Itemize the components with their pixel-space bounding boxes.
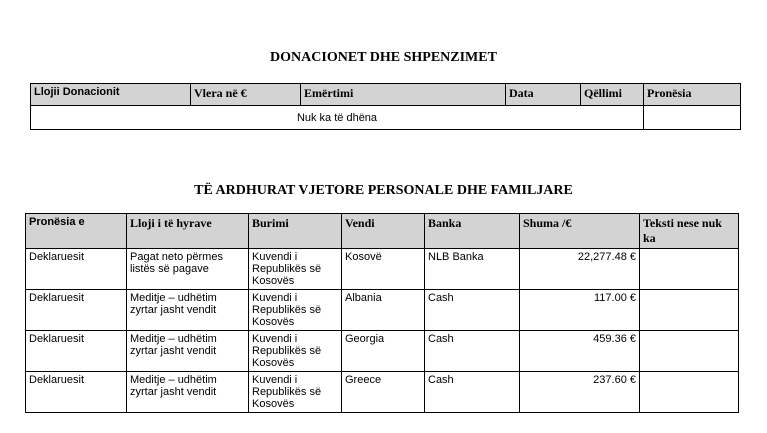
cell-note bbox=[640, 372, 739, 413]
col-header-date: Data bbox=[506, 84, 581, 106]
empty-cell bbox=[644, 106, 741, 130]
cell-source: Kuvendi i Republikës së Kosovës bbox=[249, 331, 342, 372]
cell-bank: Cash bbox=[425, 331, 520, 372]
col-header-amount: Shuma /€ bbox=[520, 214, 640, 249]
cell-source: Kuvendi i Republikës së Kosovës bbox=[249, 372, 342, 413]
donations-table bbox=[30, 83, 741, 130]
col-header-name: Emërtimi bbox=[301, 84, 506, 106]
cell-country: Greece bbox=[342, 372, 425, 413]
table-row bbox=[26, 372, 739, 413]
cell-ownership: Deklaruesit bbox=[26, 290, 127, 331]
col-header-donation-type: Llojii Donacionit bbox=[31, 84, 191, 106]
cell-bank: Cash bbox=[425, 372, 520, 413]
cell-source: Kuvendi i Republikës së Kosovës bbox=[249, 290, 342, 331]
income-table bbox=[25, 213, 739, 413]
donations-title: DONACIONET DHE SHPENZIMET bbox=[270, 50, 497, 65]
cell-ownership: Deklaruesit bbox=[26, 372, 127, 413]
col-header-source: Burimi bbox=[249, 214, 342, 249]
cell-income-type: Meditje – udhëtim zyrtar jasht vendit bbox=[127, 372, 249, 413]
cell-amount: 22,277.48 € bbox=[520, 249, 640, 290]
empty-message: Nuk ka të dhëna bbox=[31, 106, 644, 130]
cell-income-type: Meditje – udhëtim zyrtar jasht vendit bbox=[127, 331, 249, 372]
table-row bbox=[26, 290, 739, 331]
cell-ownership: Deklaruesit bbox=[26, 331, 127, 372]
donations-empty-row bbox=[31, 106, 741, 130]
table-row bbox=[26, 249, 739, 290]
income-title: TË ARDHURAT VJETORE PERSONALE DHE FAMILJARE bbox=[194, 183, 573, 198]
col-header-purpose: Qëllimi bbox=[581, 84, 644, 106]
cell-amount: 117.00 € bbox=[520, 290, 640, 331]
cell-bank: Cash bbox=[425, 290, 520, 331]
cell-note bbox=[640, 249, 739, 290]
col-header-income-type: Lloji i të hyrave bbox=[127, 214, 249, 249]
table-row bbox=[26, 331, 739, 372]
cell-ownership: Deklaruesit bbox=[26, 249, 127, 290]
col-header-bank: Banka bbox=[425, 214, 520, 249]
cell-source: Kuvendi i Republikës së Kosovës bbox=[249, 249, 342, 290]
cell-amount: 237.60 € bbox=[520, 372, 640, 413]
cell-note bbox=[640, 331, 739, 372]
cell-income-type: Pagat neto përmes listës së pagave bbox=[127, 249, 249, 290]
col-header-value: Vlera në € bbox=[191, 84, 301, 106]
cell-country: Albania bbox=[342, 290, 425, 331]
cell-income-type: Meditje – udhëtim zyrtar jasht vendit bbox=[127, 290, 249, 331]
cell-country: Georgia bbox=[342, 331, 425, 372]
cell-country: Kosovë bbox=[342, 249, 425, 290]
col-header-country: Vendi bbox=[342, 214, 425, 249]
col-header-note: Teksti nese nuk ka bbox=[640, 214, 739, 249]
cell-bank: NLB Banka bbox=[425, 249, 520, 290]
cell-amount: 459.36 € bbox=[520, 331, 640, 372]
col-header-ownership: Pronësia e bbox=[26, 214, 127, 249]
donations-header-row bbox=[31, 84, 741, 106]
cell-note bbox=[640, 290, 739, 331]
col-header-ownership: Pronësia bbox=[644, 84, 741, 106]
income-header-row bbox=[26, 214, 739, 249]
